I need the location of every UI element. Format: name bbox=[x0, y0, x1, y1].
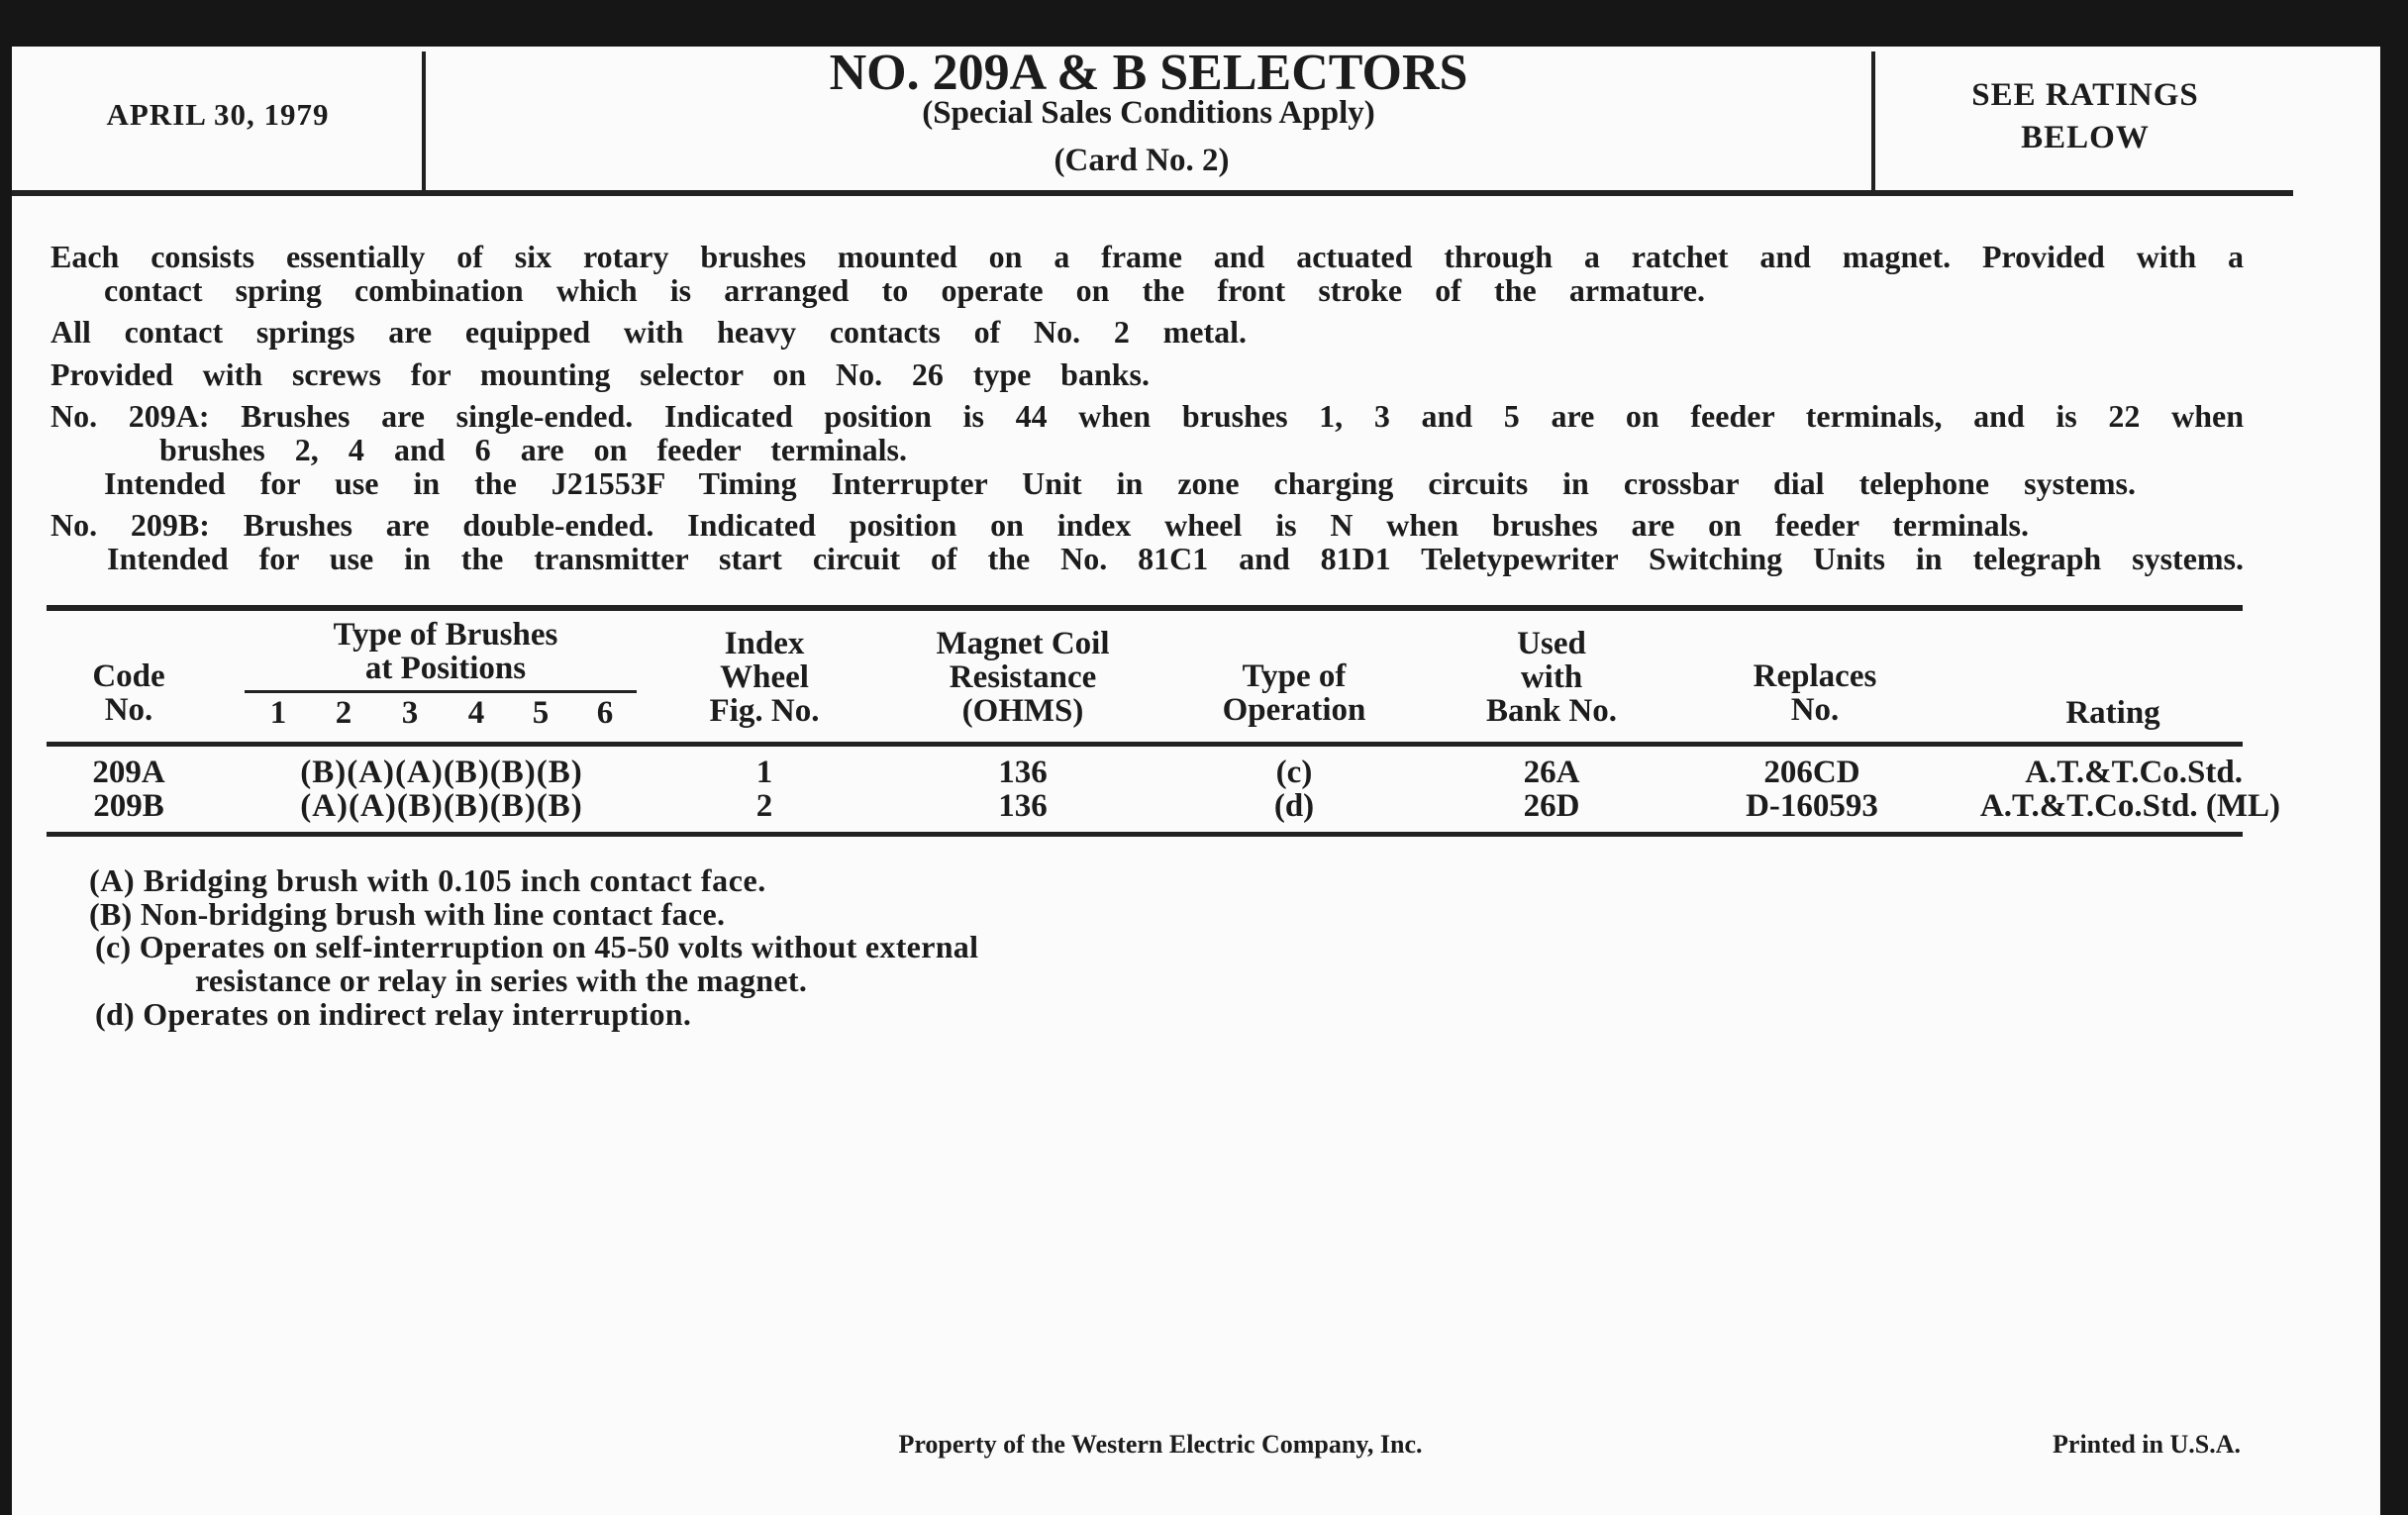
cell-operation: (d) bbox=[1273, 788, 1315, 824]
footnote-c: (c) Operates on self-interruption on 45-50 volts without external bbox=[95, 929, 979, 964]
col-header-brushes bbox=[334, 618, 558, 685]
col-header-bank-line: Used bbox=[1517, 626, 1586, 661]
description-line: Each consists essentially of six rotary brushes mounted on a frame and actuated through a ratchet and magnet. Provided with a bbox=[50, 239, 2244, 274]
card-number: (Card No. 2) bbox=[1054, 143, 1230, 178]
description-line: All contact springs are equipped with heavy contacts of No. 2 metal. bbox=[50, 314, 1247, 350]
header-divider-right bbox=[1871, 51, 1875, 190]
description-line: No. 209A: Brushes are single-ended. Indicated position is 44 when brushes 1, 3 and 5 are on feeder terminals, and is 22 when bbox=[50, 398, 2244, 434]
cell-brushes: (A)(A)(B)(B)(B)(B) bbox=[300, 788, 583, 824]
position-5: 5 bbox=[532, 695, 550, 731]
description-line: contact spring combination which is arranged to operate on the front stroke of the armature. bbox=[104, 272, 1705, 308]
brushes-header-rule bbox=[245, 690, 637, 693]
cell-brushes: (B)(A)(A)(B)(B)(B) bbox=[300, 755, 583, 790]
cell-replaces: D-160593 bbox=[1746, 788, 1878, 824]
footer-printed: Printed in U.S.A. bbox=[2053, 1430, 2241, 1459]
cell-bank: 26D bbox=[1523, 788, 1580, 824]
col-header-code-line: No. bbox=[104, 692, 153, 728]
cell-resistance: 136 bbox=[998, 755, 1048, 790]
col-header-code-line: Code bbox=[92, 658, 165, 694]
table-header-rule bbox=[47, 742, 2243, 747]
description-line: No. 209B: Brushes are double-ended. Indicated position on index wheel is N when brushes are on feeder terminals. bbox=[50, 507, 2029, 543]
position-1: 1 bbox=[269, 695, 287, 731]
col-header-brushes-line: at Positions bbox=[364, 651, 527, 686]
footer-property: Property of the Western Electric Company, Inc. bbox=[898, 1430, 1423, 1459]
position-4: 4 bbox=[467, 695, 485, 731]
description-line: Provided with screws for mounting selector on No. 26 type banks. bbox=[50, 356, 1150, 392]
col-header-magnet bbox=[936, 627, 1109, 728]
cell-index: 2 bbox=[755, 788, 773, 824]
position-3: 3 bbox=[401, 695, 419, 731]
header-divider-left bbox=[422, 51, 426, 193]
cell-code: 209A bbox=[92, 755, 165, 790]
description-line: brushes 2, 4 and 6 are on feeder terminals. bbox=[159, 432, 907, 467]
col-header-index-line: Fig. No. bbox=[709, 693, 820, 729]
cell-operation: (c) bbox=[1275, 755, 1313, 790]
col-header-operation-line: Operation bbox=[1222, 692, 1366, 728]
col-header-replaces bbox=[1754, 659, 1877, 727]
cell-index: 1 bbox=[755, 755, 773, 790]
page-title: NO. 209A & B SELECTORS bbox=[829, 45, 1468, 101]
footnote-b: (B) Non-bridging brush with line contact face. bbox=[89, 896, 726, 932]
col-header-operation-line: Type of bbox=[1242, 658, 1347, 694]
ratings-note-line2: BELOW bbox=[2021, 120, 2150, 155]
card-date: APRIL 30, 1979 bbox=[106, 97, 330, 132]
cell-resistance: 136 bbox=[998, 788, 1048, 824]
description-line: Intended for use in the J21553F Timing Interrupter Unit in zone charging circuits in crossbar dial telephone systems. bbox=[104, 465, 2136, 501]
cell-rating: A.T.&T.Co.Std. bbox=[2025, 755, 2243, 790]
col-header-rating: Rating bbox=[2065, 695, 2160, 731]
position-6: 6 bbox=[596, 695, 614, 731]
col-header-bank-line: Bank No. bbox=[1485, 693, 1618, 729]
col-header-operation bbox=[1223, 659, 1366, 727]
col-header-index bbox=[710, 627, 820, 728]
table-bottom-rule bbox=[47, 832, 2243, 837]
footnote-d: (d) Operates on indirect relay interruption. bbox=[95, 996, 692, 1032]
header-rule bbox=[12, 190, 2293, 196]
col-header-magnet-line: (OHMS) bbox=[961, 693, 1084, 729]
cell-rating: A.T.&T.Co.Std. (ML) bbox=[1979, 788, 2280, 824]
col-header-replaces-line: Replaces bbox=[1753, 658, 1877, 694]
col-header-magnet-line: Magnet Coil bbox=[936, 626, 1110, 661]
ratings-note-line1: SEE RATINGS bbox=[1971, 77, 2199, 113]
col-header-bank-line: with bbox=[1520, 659, 1583, 695]
footnote-c-continued: resistance or relay in series with the magnet. bbox=[195, 962, 808, 998]
description-line: Intended for use in the transmitter start circuit of the No. 81C1 and 81D1 Teletypewriter Switching Units in telegraph systems. bbox=[107, 541, 2244, 576]
col-header-code bbox=[92, 659, 164, 727]
cell-bank: 26A bbox=[1523, 755, 1580, 790]
col-header-bank bbox=[1486, 627, 1617, 728]
position-2: 2 bbox=[335, 695, 352, 731]
page-subtitle: (Special Sales Conditions Apply) bbox=[922, 95, 1375, 131]
col-header-magnet-line: Resistance bbox=[949, 659, 1097, 695]
col-header-replaces-line: No. bbox=[1790, 692, 1840, 728]
col-header-index-line: Wheel bbox=[720, 659, 809, 695]
col-header-index-line: Index bbox=[724, 626, 805, 661]
footnote-a: (A) Bridging brush with 0.105 inch contact face. bbox=[89, 862, 766, 898]
col-header-brushes-line: Type of Brushes bbox=[333, 617, 558, 653]
table-top-rule bbox=[47, 605, 2243, 611]
cell-code: 209B bbox=[93, 788, 164, 824]
cell-replaces: 206CD bbox=[1763, 755, 1860, 790]
